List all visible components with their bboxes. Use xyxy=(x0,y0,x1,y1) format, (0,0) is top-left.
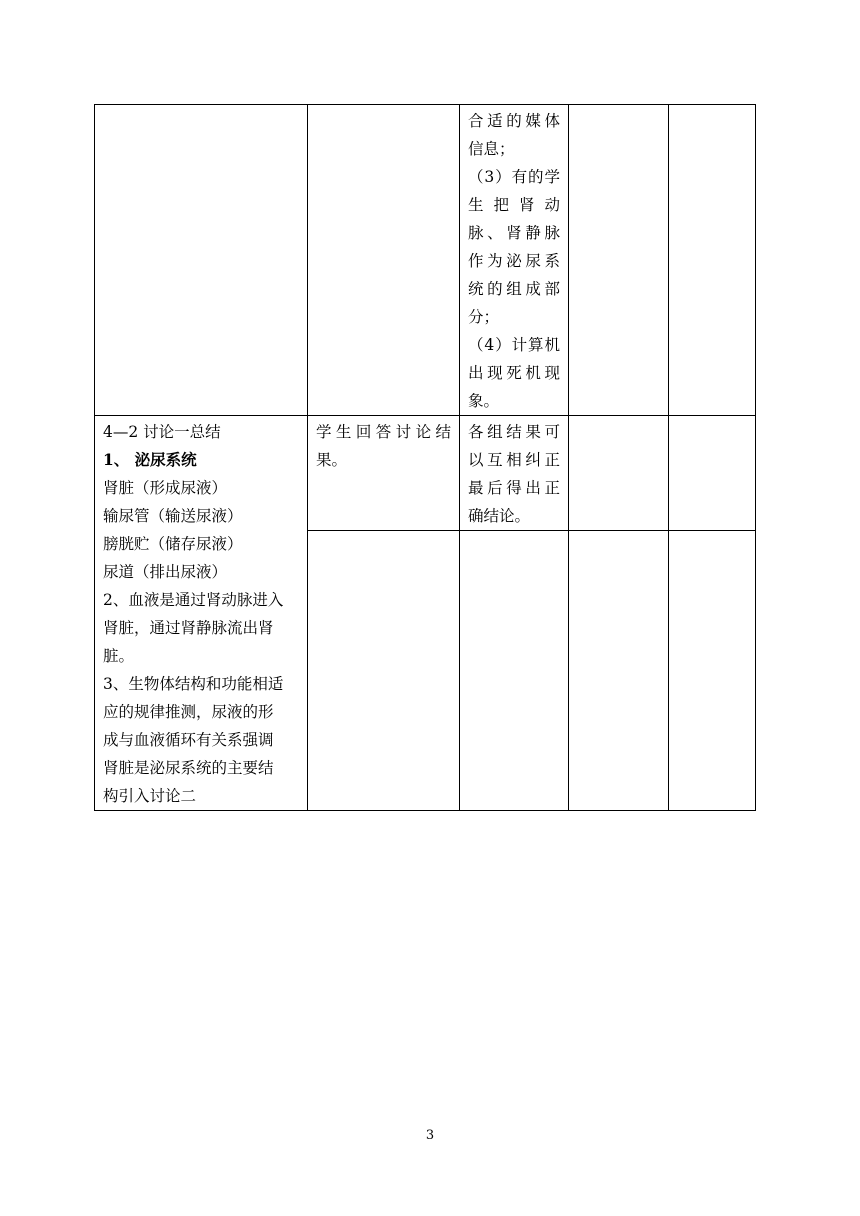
cell-text-line: 出现死机现 xyxy=(468,364,560,382)
table-cell-empty xyxy=(460,531,569,811)
cell-text-line: 统的组成部 xyxy=(468,280,560,298)
table-row xyxy=(95,416,756,531)
subheading-urinary-system: 1、 泌尿系统 xyxy=(103,450,197,469)
table-cell-notes xyxy=(460,105,569,416)
cell-text-line: 成与血液循环有关系强调 xyxy=(103,731,274,749)
table-cell-empty xyxy=(569,416,669,531)
cell-text-line: 果。 xyxy=(316,451,348,469)
cell-text-line: 应的规律推测，尿液的形 xyxy=(103,703,274,721)
cell-text-line: 生 把 肾 动 xyxy=(468,196,560,214)
cell-text-line: 最后得出正 xyxy=(468,479,560,497)
table-cell-empty xyxy=(569,105,669,416)
table-cell-student-activity xyxy=(308,416,460,531)
table-cell-empty xyxy=(669,416,756,531)
cell-text-line: 信息； xyxy=(468,140,515,158)
cell-text-line: 肾脏是泌尿系统的主要结 xyxy=(103,759,274,777)
cell-text-line: 3、生物体结构和功能相适 xyxy=(103,675,284,693)
cell-text-line: 分； xyxy=(468,308,500,326)
table-cell-empty xyxy=(308,105,460,416)
table-cell-teaching-content xyxy=(95,416,308,811)
cell-text-line: 尿道（排出尿液） xyxy=(103,563,228,581)
table-cell-empty xyxy=(669,105,756,416)
cell-text-line: 肾脏（形成尿液） xyxy=(103,479,228,497)
cell-text-line: 以互相纠正 xyxy=(468,451,560,469)
cell-text-line: 膀胱贮（储存尿液） xyxy=(103,535,243,553)
cell-text-line: 脏。 xyxy=(103,647,135,665)
table-cell-empty xyxy=(95,105,308,416)
lesson-plan-table xyxy=(94,104,756,811)
cell-text-line: 合适的媒体 xyxy=(468,112,560,130)
cell-text-line: 学生回答讨论结 xyxy=(316,423,451,441)
cell-text-line: 象。 xyxy=(468,392,500,410)
cell-text-line: （3）有的学 xyxy=(468,168,560,186)
cell-text-line: 作为泌尿系 xyxy=(468,252,560,270)
cell-text-line: 肾脏，通过肾静脉流出肾 xyxy=(103,619,274,637)
cell-text-line: 确结论。 xyxy=(468,507,531,525)
cell-text-line: 脉、肾静脉 xyxy=(468,224,560,242)
cell-text-line: 各组结果可 xyxy=(468,423,560,441)
page-number: 3 xyxy=(425,1128,435,1143)
table-cell-notes xyxy=(460,416,569,531)
table-cell-empty xyxy=(569,531,669,811)
cell-text-line: 输尿管（输送尿液） xyxy=(103,507,243,525)
table-row xyxy=(95,105,756,416)
cell-text-line: 2、血液是通过肾动脉进入 xyxy=(103,591,284,609)
cell-text-line: （4）计算机 xyxy=(468,336,560,354)
table-cell-empty xyxy=(669,531,756,811)
section-heading: 4—2 讨论一总结 xyxy=(103,423,221,441)
table-cell-empty xyxy=(308,531,460,811)
cell-text-line: 构引入讨论二 xyxy=(103,787,197,805)
